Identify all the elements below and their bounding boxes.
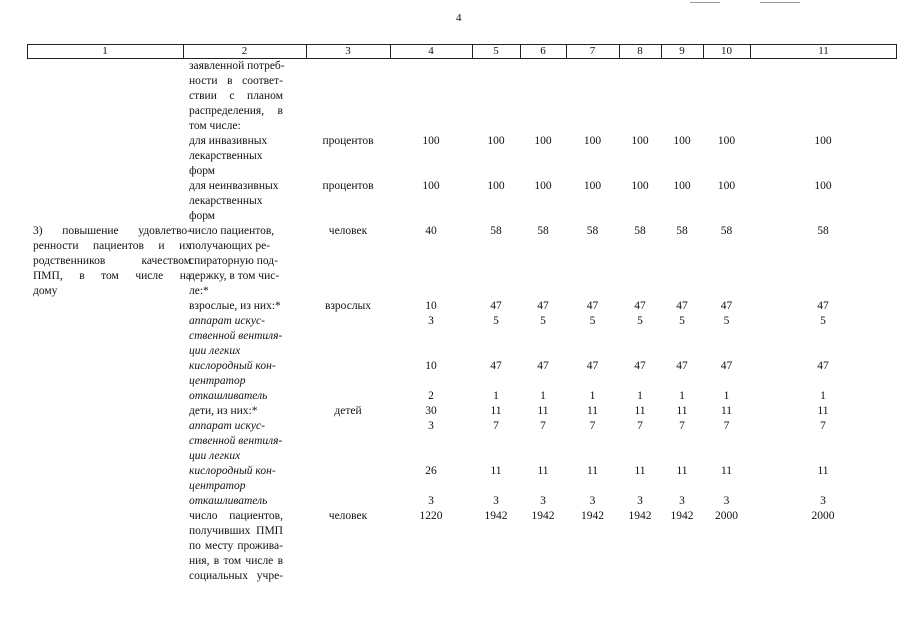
row-label-pmp: получивших ПМП — [189, 525, 283, 537]
header-col-9: 9 — [679, 45, 685, 57]
value-cell: 58 — [537, 225, 549, 237]
row-label-patients-resp: спираторную под- — [189, 255, 278, 267]
value-cell: 3 — [589, 495, 596, 507]
value-cell: 3 — [723, 495, 730, 507]
col2-continued-line: заявленной потреб- — [189, 60, 285, 72]
value-cell: 5 — [589, 315, 596, 327]
value-cell: 7 — [589, 420, 596, 432]
value-cell: 100 — [422, 135, 440, 147]
row-label-invasive: форм — [189, 165, 216, 177]
row-label-invasive: для инвазивных — [189, 135, 268, 147]
value-cell: 100 — [583, 180, 602, 192]
value-cell: 58 — [634, 225, 646, 237]
value-cell: 100 — [631, 135, 649, 147]
value-cell: 47 — [634, 360, 646, 372]
item3-text: родственников качеством — [33, 255, 191, 267]
value-cell: 5 — [540, 315, 546, 327]
value-cell: 26 — [425, 465, 437, 477]
row-label-noninvasive: лекарственных — [189, 195, 263, 207]
unit-cell: взрослых — [324, 300, 372, 312]
item3-text: ренности пациентов и их — [33, 240, 191, 252]
value-cell: 100 — [717, 135, 736, 147]
header-col-3: 3 — [345, 45, 351, 57]
value-cell: 58 — [586, 225, 599, 237]
value-cell: 11 — [490, 405, 502, 417]
value-cell: 3 — [540, 495, 546, 507]
value-cell: 1 — [820, 390, 826, 402]
unit-cell: процентов — [322, 180, 374, 192]
header-divider — [703, 44, 704, 58]
value-cell: 58 — [676, 225, 688, 237]
value-cell: 5 — [723, 315, 730, 327]
value-cell: 100 — [487, 180, 505, 192]
value-cell: 11 — [490, 465, 502, 477]
row-label-noninvasive: форм — [189, 210, 216, 222]
value-cell: 3 — [820, 495, 826, 507]
header-divider — [520, 44, 521, 58]
row-label-children: дети, из них:* — [189, 405, 258, 417]
value-cell: 100 — [717, 180, 736, 192]
scan-mark — [690, 2, 720, 3]
value-cell: 47 — [537, 360, 549, 372]
header-col-7: 7 — [589, 45, 596, 57]
value-cell: 47 — [586, 360, 599, 372]
row-label-pmp: число пациентов, — [189, 510, 283, 522]
scan-mark — [760, 2, 800, 3]
value-cell: 47 — [676, 360, 688, 372]
value-cell: 7 — [820, 420, 826, 432]
row-label-invasive: лекарственных — [189, 150, 263, 162]
row-label-ivl-children: аппарат искус- — [189, 420, 265, 432]
value-cell: 10 — [425, 300, 437, 312]
row-label-pmp: социальных учре- — [189, 570, 283, 582]
value-cell: 1942 — [670, 510, 694, 522]
value-cell: 11 — [676, 405, 688, 417]
row-label-ivl-children: ственной вентиля- — [189, 435, 283, 447]
item3-text: дому — [33, 285, 58, 297]
item3-text: 3) повышение удовлетво- — [33, 225, 191, 237]
row-label-patients-resp: держку, в том чис- — [189, 270, 280, 282]
value-cell: 47 — [676, 300, 688, 312]
value-cell: 11 — [586, 465, 599, 477]
row-label-patients-resp: ле:* — [189, 285, 209, 297]
row-label-noninvasive: для неинвазивных — [189, 180, 279, 192]
value-cell: 2000 — [715, 510, 738, 522]
value-cell: 11 — [817, 405, 829, 417]
row-label-pmp: ния, в том числе в — [189, 555, 283, 567]
value-cell: 1942 — [628, 510, 652, 522]
row-label-oxy-adults: центратор — [189, 375, 246, 387]
value-cell: 100 — [673, 180, 691, 192]
value-cell: 47 — [634, 300, 646, 312]
row-label-pmp: по месту прожива- — [189, 540, 283, 552]
value-cell: 3 — [428, 420, 434, 432]
unit-cell: человек — [328, 225, 368, 237]
header-col-10: 10 — [721, 45, 732, 57]
value-cell: 1942 — [484, 510, 508, 522]
value-cell: 11 — [676, 465, 688, 477]
row-label-ivl-children: ции легких — [189, 450, 241, 462]
header-divider — [183, 44, 184, 58]
header-divider — [566, 44, 567, 58]
value-cell: 1 — [589, 390, 596, 402]
value-cell: 11 — [634, 405, 646, 417]
header-col-8: 8 — [637, 45, 643, 57]
value-cell: 11 — [537, 465, 549, 477]
value-cell: 100 — [814, 180, 832, 192]
value-cell: 11 — [634, 465, 646, 477]
table-header-row — [27, 44, 897, 59]
value-cell: 30 — [425, 405, 437, 417]
value-cell: 1 — [493, 390, 499, 402]
row-label-ivl-adults: аппарат искус- — [189, 315, 265, 327]
value-cell: 11 — [537, 405, 549, 417]
value-cell: 3 — [428, 495, 434, 507]
row-label-ivl-adults: ции легких — [189, 345, 241, 357]
row-label-cough-adults: откашливатель — [189, 390, 268, 402]
unit-cell: детей — [334, 405, 362, 417]
value-cell: 1 — [679, 390, 685, 402]
col2-continued-line: распределения, в — [189, 105, 283, 117]
unit-cell: процентов — [322, 135, 374, 147]
value-cell: 7 — [679, 420, 685, 432]
value-cell: 40 — [425, 225, 437, 237]
header-col-5: 5 — [493, 45, 499, 57]
value-cell: 1 — [637, 390, 643, 402]
header-col-4: 4 — [428, 45, 434, 57]
header-divider — [619, 44, 620, 58]
value-cell: 1 — [723, 390, 730, 402]
value-cell: 100 — [583, 135, 602, 147]
value-cell: 58 — [490, 225, 502, 237]
value-cell: 100 — [631, 180, 649, 192]
value-cell: 5 — [820, 315, 826, 327]
value-cell: 47 — [586, 300, 599, 312]
col2-continued-line: том числе: — [189, 120, 241, 132]
value-cell: 47 — [720, 360, 733, 372]
value-cell: 5 — [679, 315, 685, 327]
value-cell: 11 — [817, 465, 829, 477]
value-cell: 1220 — [419, 510, 443, 522]
value-cell: 3 — [637, 495, 643, 507]
row-label-patients-resp: число пациентов, — [189, 225, 275, 237]
value-cell: 5 — [637, 315, 643, 327]
value-cell: 2000 — [811, 510, 835, 522]
value-cell: 11 — [720, 405, 733, 417]
value-cell: 58 — [720, 225, 733, 237]
value-cell: 47 — [537, 300, 549, 312]
value-cell: 100 — [422, 180, 440, 192]
value-cell: 100 — [487, 135, 505, 147]
value-cell: 11 — [720, 465, 733, 477]
value-cell: 7 — [723, 420, 730, 432]
value-cell: 100 — [673, 135, 691, 147]
value-cell: 7 — [637, 420, 643, 432]
value-cell: 100 — [534, 135, 552, 147]
value-cell: 47 — [817, 300, 829, 312]
value-cell: 7 — [540, 420, 546, 432]
value-cell: 10 — [425, 360, 437, 372]
value-cell: 58 — [817, 225, 829, 237]
header-divider — [661, 44, 662, 58]
col2-continued-line: ности в соответ- — [189, 75, 283, 87]
value-cell: 100 — [534, 180, 552, 192]
header-divider — [306, 44, 307, 58]
header-divider — [750, 44, 751, 58]
value-cell: 1942 — [531, 510, 555, 522]
row-label-cough-children: откашливатель — [189, 495, 268, 507]
header-divider — [896, 44, 897, 58]
value-cell: 100 — [814, 135, 832, 147]
row-label-adults: взрослые, из них:* — [189, 300, 281, 312]
value-cell: 1 — [540, 390, 546, 402]
value-cell: 7 — [493, 420, 499, 432]
row-label-oxy-children: кислородный кон- — [189, 465, 276, 477]
row-label-oxy-adults: кислородный кон- — [189, 360, 276, 372]
value-cell: 3 — [679, 495, 685, 507]
row-label-patients-resp: получающих ре- — [189, 240, 271, 252]
header-divider — [390, 44, 391, 58]
col2-continued-line: ствии с планом — [189, 90, 283, 102]
value-cell: 47 — [817, 360, 829, 372]
value-cell: 47 — [490, 300, 502, 312]
unit-cell: человек — [328, 510, 368, 522]
header-col-2: 2 — [241, 45, 248, 57]
page-number: 4 — [456, 12, 462, 24]
header-divider — [472, 44, 473, 58]
header-divider — [27, 44, 28, 58]
row-label-ivl-adults: ственной вентиля- — [189, 330, 283, 342]
value-cell: 2 — [428, 390, 434, 402]
value-cell: 47 — [490, 360, 502, 372]
value-cell: 5 — [493, 315, 499, 327]
header-col-11: 11 — [818, 45, 829, 57]
header-col-1: 1 — [102, 45, 108, 57]
value-cell: 11 — [586, 405, 599, 417]
value-cell: 47 — [720, 300, 733, 312]
value-cell: 3 — [428, 315, 434, 327]
item3-text: ПМП, в том числе на — [33, 270, 191, 282]
value-cell: 3 — [493, 495, 499, 507]
header-col-6: 6 — [540, 45, 546, 57]
value-cell: 1942 — [581, 510, 604, 522]
row-label-oxy-children: центратор — [189, 480, 246, 492]
